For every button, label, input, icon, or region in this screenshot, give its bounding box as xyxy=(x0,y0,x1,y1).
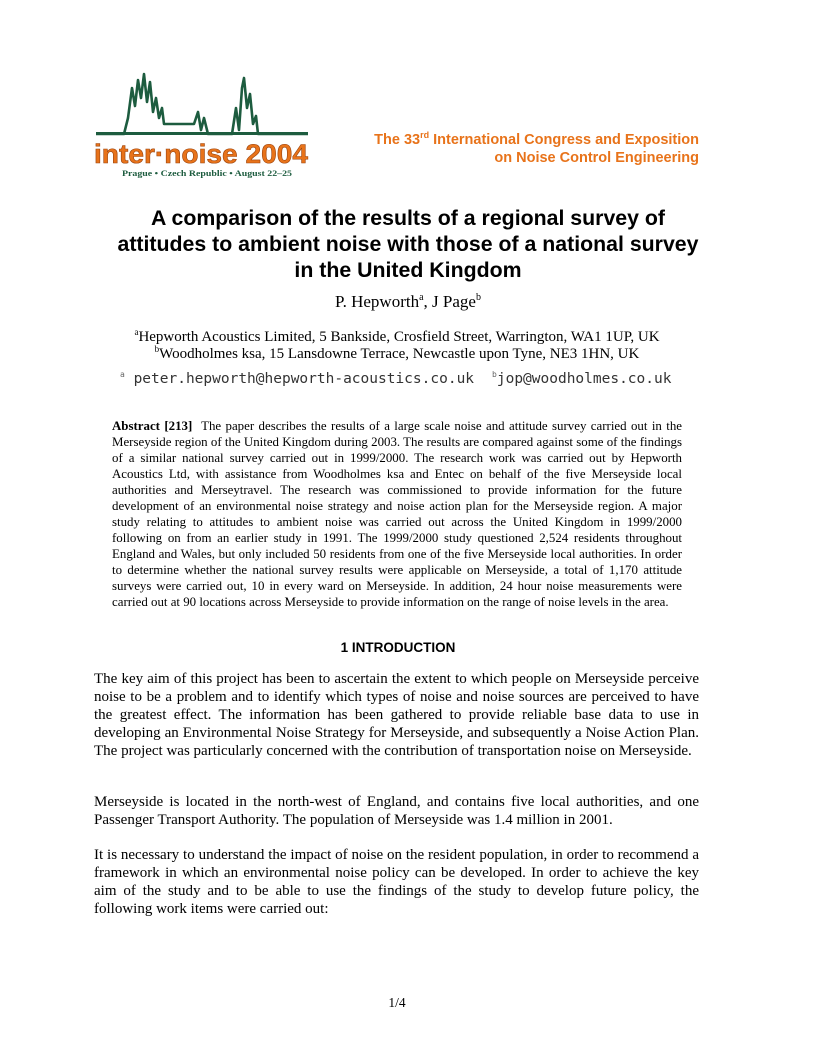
logo-wordmark: inter·noise 2004 xyxy=(94,139,308,169)
logo-tagline: Prague • Czech Republic • August 22–25 xyxy=(122,168,292,178)
author-list: P. Hepworth$^a$, J Page$^b$ xyxy=(335,292,481,311)
body-paragraph: It is necessary to understand the impact of noise on the resident population, in order to recommend a framework in which an environmental noise policy can be developed. In order to achieve the key aim of the study and to be able to use the findings of the study to develop future policy, the following work items were carried out: xyxy=(94,847,699,917)
author-name: P. Hepworth xyxy=(335,292,420,311)
abstract xyxy=(112,418,682,610)
body-paragraph: Merseyside is located in the north-west of England, and contains five local authorities, and one Passenger Transport Authority. The population of Merseyside was 1.4 million in 2001. xyxy=(94,794,699,828)
noise-waveform-icon xyxy=(94,68,310,180)
title-line: in the United Kingdom xyxy=(294,258,522,282)
email-link-a[interactable]: peter.hepworth@hepworth-acoustics.co.uk xyxy=(133,371,475,387)
author-emails: $^a$ peter.hepworth@hepworth-acoustics.co.uk $^b$jop@woodholmes.co.uk xyxy=(120,370,672,387)
abstract-label: Abstract [213] xyxy=(112,419,193,433)
congress-line-1: The 33rd International Congress and Exposition xyxy=(374,130,699,148)
conference-logo xyxy=(94,68,310,180)
page-number: 1/4 xyxy=(388,995,406,1010)
author-name: J Page xyxy=(432,292,476,311)
affiliation-b: $^b$Woodholmes ksa, 15 Lansdowne Terrace, Newcastle upon Tyne, NE3 1HN, UK xyxy=(154,344,640,362)
congress-heading xyxy=(374,131,699,167)
section-heading: 1 INTRODUCTION xyxy=(340,640,456,655)
title-line: attitudes to ambient noise with those of a national survey xyxy=(117,232,699,256)
affiliation-a: $^a$Hepworth Acoustics Limited, 5 Bankside, Crosfield Street, Warrington, WA1 1UP, UK xyxy=(134,327,660,345)
email-link-b[interactable]: jop@woodholmes.co.uk xyxy=(496,371,672,387)
congress-line-2: on Noise Control Engineering xyxy=(494,150,699,166)
body-paragraph: The key aim of this project has been to ascertain the extent to which people on Merseyside perceive noise to be a problem and to identify which types of noise and noise sources are perceived to have the greatest effect. The information has been gathered to provide reliable base data to use in developing an Environmental Noise Strategy for Merseyside, and subsequently a Noise Action Plan. The project was particularly concerned with the contribution of transportation noise on Merseyside. xyxy=(94,671,699,759)
paper-title xyxy=(60,205,756,283)
abstract-text: The paper describes the results of a large scale noise and attitude survey carried out in the Merseyside region of the United Kingdom during 2003. The results are compared against some of the findings of a similar national survey carried out in 1999/2000. The research work was carried out by Hepworth Acoustics Ltd, with assistance from Woodholmes ksa and Entec on behalf of the five Merseyside local authorities and Merseytravel. The research was commissioned to provide information for the future development of an environmental noise strategy and noise action plan for the Merseyside region. A major study relating to attitudes to ambient noise was carried out across the United Kingdom in 1999/2000 following on from an earlier study in 1991. The 1999/2000 study questioned 2,524 residents throughout England and Wales, but only included 50 residents from one of the five Merseyside local authorities. In order to determine whether the national survey results were applicable on Merseyside, a total of 1,170 attitude surveys were carried out, 10 in every ward on Merseyside. In addition, 24 hour noise measurements were carried out at 90 locations across Merseyside to provide information on the range of noise levels in the area. xyxy=(112,419,682,609)
title-line: A comparison of the results of a regional survey of xyxy=(151,206,665,230)
